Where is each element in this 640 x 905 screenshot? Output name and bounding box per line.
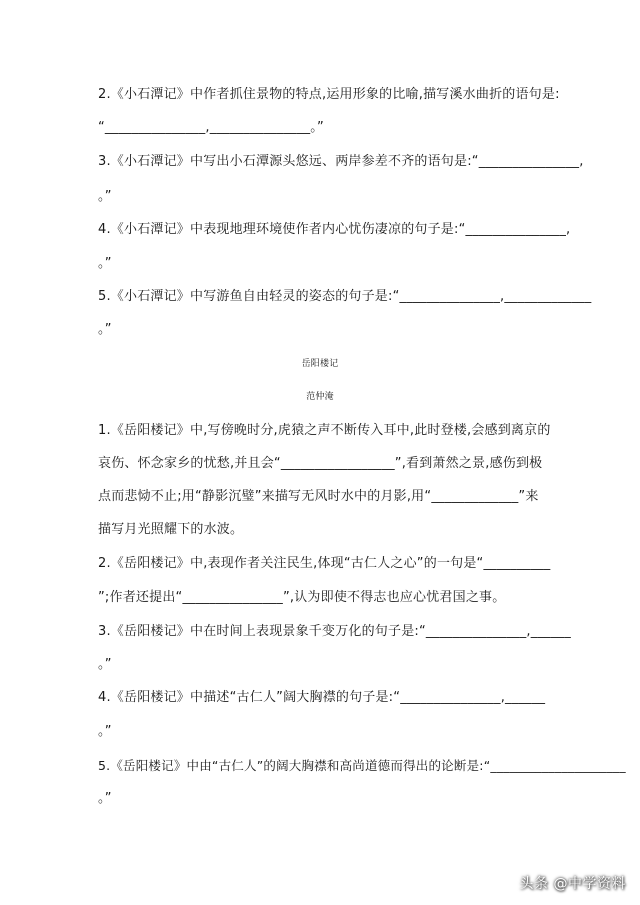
- answer-blank-line: “_______________,_______________。”: [98, 120, 324, 135]
- question-line: 2.《岳阳楼记》中,表现作者关注民生,体现“古仁人之心”的一句是“__________: [98, 556, 551, 571]
- answer-blank-line: 。”: [98, 189, 112, 204]
- section-author: 范仲淹: [306, 392, 334, 402]
- watermark: 头条 @中学资料: [519, 876, 626, 892]
- section-title: 岳阳楼记: [301, 359, 339, 369]
- question-line: 5.《岳阳楼记》中由“古仁人”的阔大胸襟和高尚道德而得出的论断是:“_____________________: [98, 758, 626, 773]
- question-line: 3.《岳阳楼记》中在时间上表现景象千变万化的句子是:“_______________,______: [98, 624, 571, 639]
- question-line: 点而悲恸不止;用“静影沉璧”来描写无风时水中的月影,用“_____________”来: [98, 489, 539, 504]
- answer-blank-line: 。”: [98, 322, 112, 337]
- answer-blank-line: 。”: [98, 256, 112, 271]
- question-line: 哀伤、怀念家乡的忧愁,并且会“_________________”,看到萧然之景,感伤到极: [98, 456, 543, 471]
- question-line: 3.《小石潭记》中写出小石潭源头悠远、两岸参差不齐的语句是:“_______________,: [98, 154, 584, 169]
- answer-blank-line: 。”: [98, 791, 112, 806]
- question-line: 4.《小石潭记》中表现地理环境使作者内心忧伤凄凉的句子是:“_______________,: [98, 222, 571, 237]
- answer-blank-line: 。”: [98, 657, 112, 672]
- answer-blank-line: 。”: [98, 724, 112, 739]
- question-line: 描写月光照耀下的水波。: [98, 522, 244, 537]
- question-line: 1.《岳阳楼记》中,写傍晚时分,虎猿之声不断传入耳中,此时登楼,会感到离京的: [98, 423, 551, 438]
- question-line: ”;作者还提出“_______________”,认为即使不得志也应心忧君国之事。: [98, 590, 506, 605]
- question-line: 5.《小石潭记》中写游鱼自由轻灵的姿态的句子是:“_______________,_____________: [98, 289, 592, 304]
- question-line: 4.《岳阳楼记》中描述“古仁人”阔大胸襟的句子是:“_______________,______: [98, 690, 546, 705]
- question-line: 2.《小石潭记》中作者抓住景物的特点,运用形象的比喻,描写溪水曲折的语句是:: [98, 87, 560, 102]
